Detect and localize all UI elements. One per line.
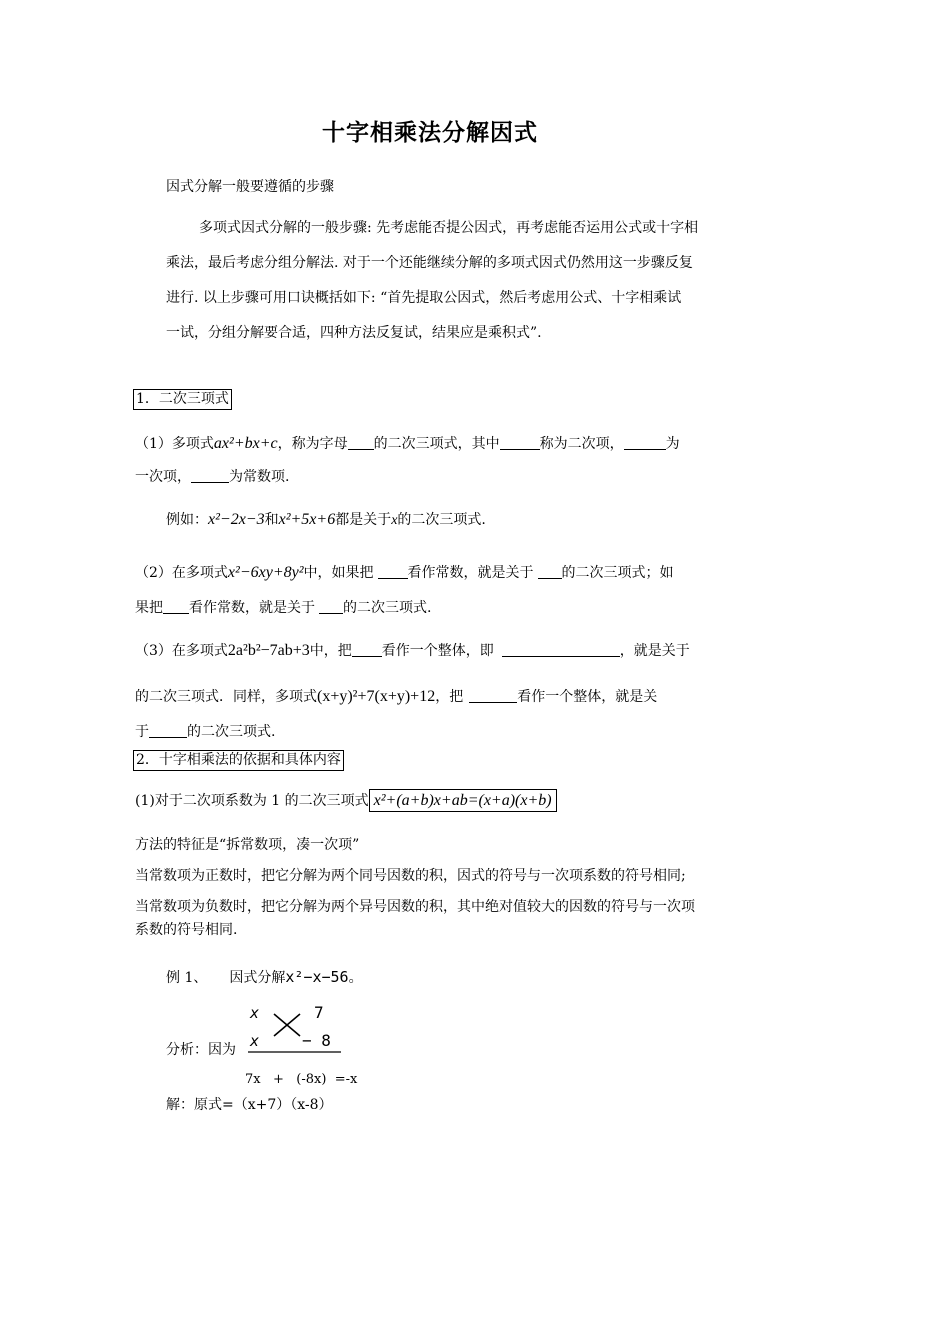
q1-line2-a: 一次项， xyxy=(135,469,191,485)
q2-line2-a: 果把 xyxy=(135,600,163,616)
q3-expr2: (x+y)²+7(x+y)+12 xyxy=(317,688,436,705)
example1-end: 。 xyxy=(348,970,363,986)
section2-item1-prefix: (1)对于二次项系数为 1 的二次三项式 xyxy=(135,793,369,809)
example-var: x xyxy=(391,513,398,528)
intro-line-2: 乘法，最后考虑分组分解法. 对于一个还能继续分解的多项式因式仍然用这一步骤反复 xyxy=(166,255,693,271)
intro-line-1: 多项式因式分解的一般步骤: 先考虑能否提公因式，再考虑能否运用公式或十字相 xyxy=(199,220,699,236)
section2-rule2a: 当常数项为负数时，把它分解为两个异号因数的积，其中绝对值较大的因数的符号与一次项 xyxy=(135,899,695,915)
q1-t2: 的二次三项式，其中 xyxy=(373,436,500,452)
q3-line1 xyxy=(135,641,690,661)
q1-blank-1[interactable] xyxy=(348,435,374,450)
q2-line1 xyxy=(135,563,674,583)
section2-formula: x²+(a+b)x+ab=(x+a)(x+b) xyxy=(369,789,557,812)
q3-line2 xyxy=(135,687,657,707)
q3-blank-3[interactable] xyxy=(469,688,517,703)
q2-line2 xyxy=(135,598,431,618)
section2-rule2b: 系数的符号相同. xyxy=(135,922,238,938)
q2-line2-c: 的二次三项式. xyxy=(343,600,432,616)
example-and: 和 xyxy=(264,512,279,528)
example-prefix: 例如： xyxy=(166,512,208,528)
intro-heading: 因式分解一般要遵循的步骤 xyxy=(166,179,334,195)
q3-t2: 看作一个整体，即 xyxy=(381,643,494,659)
q2-blank-3[interactable] xyxy=(163,599,189,614)
q3-line2-b: ，把 xyxy=(435,689,464,705)
example-mid: 都是关于 xyxy=(335,512,392,528)
analysis-label: 分析：因为 xyxy=(166,1042,236,1058)
q2-prefix: （2）在多项式 xyxy=(135,565,228,581)
example-suffix: 的二次三项式. xyxy=(397,512,486,528)
section1-label: 1．二次三项式 xyxy=(133,389,232,410)
q3-blank-4[interactable] xyxy=(149,723,187,738)
example-line xyxy=(166,510,486,531)
q1-t1: ，称为字母 xyxy=(277,436,348,452)
q3-line2-c: 看作一个整体，就是关 xyxy=(517,689,658,705)
intro-line-3: 进行. 以上步骤可用口诀概括如下: “首先提取公因式，然后考虑用公式、十字相乘试 xyxy=(166,290,682,306)
q2-blank-4[interactable] xyxy=(319,599,343,614)
q1-line1 xyxy=(135,434,680,454)
section2-label: 2．十字相乘法的依据和具体内容 xyxy=(133,750,344,771)
cross-top-left: x xyxy=(250,1004,260,1022)
q2-t3: 的二次三项式；如 xyxy=(561,565,674,581)
q3-blank-1[interactable] xyxy=(352,642,382,657)
q1-expr: ax²+bx+c xyxy=(213,435,278,452)
q3-expr: 2a²b²−7ab+3 xyxy=(227,642,310,659)
example1-label: 例 1、 xyxy=(166,970,208,986)
q1-blank-2[interactable] xyxy=(500,435,540,450)
q3-t1: 中，把 xyxy=(309,643,352,659)
page-title: 十字相乘法分解因式 xyxy=(322,120,538,146)
q1-t4: 为 xyxy=(665,436,680,452)
example1-expr: x²−x−56 xyxy=(285,968,349,986)
example1-line xyxy=(166,967,363,988)
q1-blank-4[interactable] xyxy=(191,468,229,483)
q1-blank-3[interactable] xyxy=(624,435,666,450)
q1-line2-b: 为常数项. xyxy=(229,469,290,485)
q1-line2 xyxy=(135,467,289,487)
q2-expr: x²−6xy+8y² xyxy=(227,564,304,581)
cross-top-right: 7 xyxy=(314,1003,324,1022)
intro-line-4: 一试，分组分解要合适，四种方法反复试，结果应是乘积式”. xyxy=(166,325,542,341)
example-expr1: x²−2x−3 xyxy=(208,511,265,528)
section2-rule1: 当常数项为正数时，把它分解为两个同号因数的积，因式的符号与一次项系数的符号相同; xyxy=(135,868,686,884)
solution-line: 解：原式=（x+7）（x-8） xyxy=(166,1097,333,1113)
q2-t2: 看作常数，就是关于 xyxy=(407,565,534,581)
example1-text: 因式分解 xyxy=(229,970,286,986)
q2-line2-b: 看作常数，就是关于 xyxy=(189,600,315,616)
cross-bottom-left: x xyxy=(250,1032,260,1050)
check-line: 7x + (-8x) =-x xyxy=(245,1072,358,1087)
q1-prefix: （1）多项式 xyxy=(135,436,214,452)
section2-feature: 方法的特征是“拆常数项，凑一次项” xyxy=(135,837,360,853)
q1-t3: 称为二次项， xyxy=(539,436,624,452)
q2-blank-2[interactable] xyxy=(538,564,562,579)
cross-diagram xyxy=(240,1008,350,1058)
q3-t3: ，就是关于 xyxy=(619,643,690,659)
cross-bottom-right: − 8 xyxy=(302,1031,331,1050)
q3-line3-b: 的二次三项式. xyxy=(187,724,276,740)
example-expr2: x²+5x+6 xyxy=(278,511,336,528)
q3-line2-a: 的二次三项式．同样，多项式 xyxy=(135,689,317,705)
q3-blank-2[interactable] xyxy=(502,642,620,657)
q2-blank-1[interactable] xyxy=(378,564,408,579)
section2-item1 xyxy=(135,791,557,811)
q3-prefix: （3）在多项式 xyxy=(135,643,228,659)
q2-t1: 中，如果把 xyxy=(303,565,374,581)
q3-line3-a: 于 xyxy=(135,724,149,740)
q3-line3 xyxy=(135,722,275,742)
